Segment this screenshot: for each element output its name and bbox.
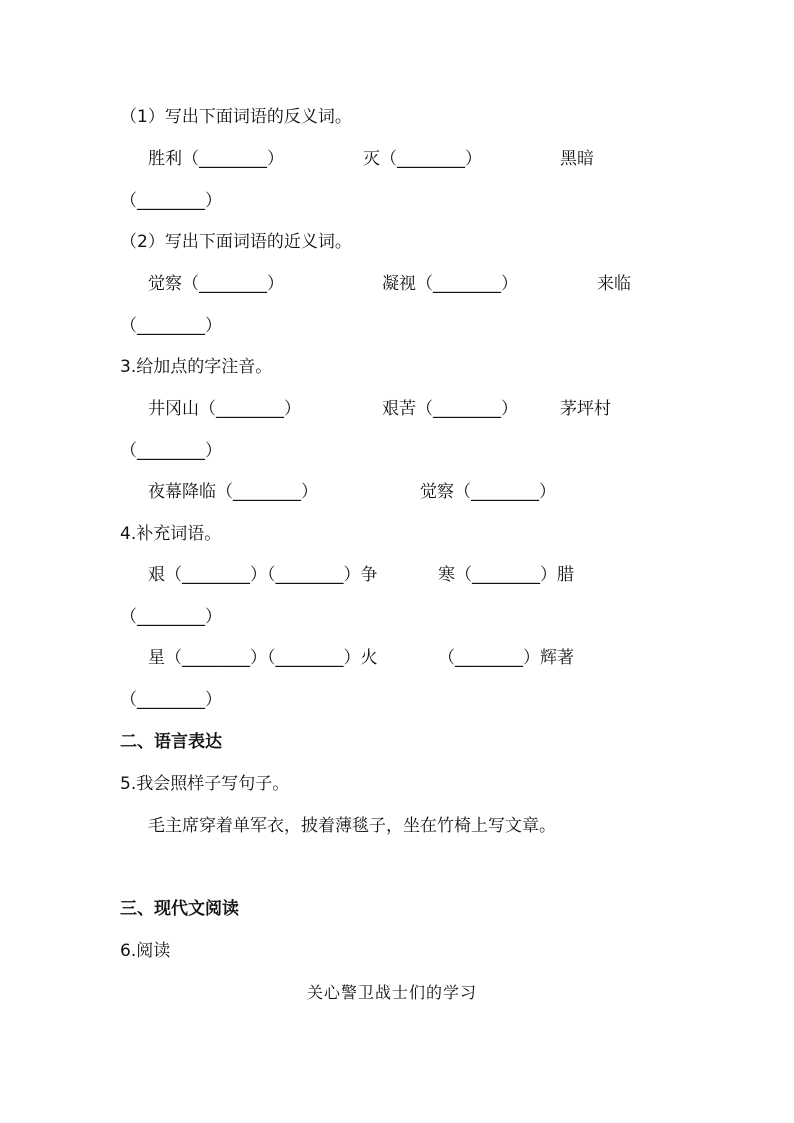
q2-word-1: 觉察（________） [148,274,284,294]
q2-word-2: 凝视（________） [382,274,518,294]
q3-row1-item-3: 茅坪村 [560,399,611,419]
q2-wrap-blank: （________） [120,316,222,336]
q1-wrap-blank: （________） [120,191,222,211]
section2-heading: 二、语言表达 [120,732,222,752]
q4-wrap-blank-1: （________） [120,607,222,627]
q5-example-sentence: 毛主席穿着单军衣，披着薄毯子，坐在竹椅上写文章。 [148,816,556,836]
q1-instruction: （1）写出下面词语的反义词。 [120,107,352,127]
q3-row1-item-1: 井冈山（________） [148,399,301,419]
q3-row1-item-2: 艰苦（________） [382,399,518,419]
q6-instruction: 6.阅读 [120,941,171,961]
q4-instruction: 4.补充词语。 [120,524,222,544]
q4-wrap-blank-2: （________） [120,690,222,710]
q3-row2-item-1: 夜幕降临（________） [148,482,318,502]
q3-instruction: 3.给加点的字注音。 [120,357,273,377]
section3-heading: 三、现代文阅读 [120,899,239,919]
q4-row1-item-2: 寒（________）腊 [438,565,574,585]
q1-word-2: 灭（________） [363,149,482,169]
q1-word-1: 胜利（________） [148,149,284,169]
q3-row2-item-2: 觉察（________） [420,482,556,502]
q4-row2-item-1: 星（________）（________）火 [148,648,378,668]
article-title: 关心警卫战士们的学习 [307,983,478,1002]
q4-row2-item-2: （________）辉著 [438,648,574,668]
q5-instruction: 5.我会照样子写句子。 [120,774,290,794]
q2-instruction: （2）写出下面词语的近义词。 [120,232,352,252]
q2-word-3: 来临 [597,274,631,294]
q1-word-3: 黑暗 [560,149,594,169]
q4-row1-item-1: 艰（________）（________）争 [148,565,378,585]
q3-wrap-blank: （________） [120,441,222,461]
